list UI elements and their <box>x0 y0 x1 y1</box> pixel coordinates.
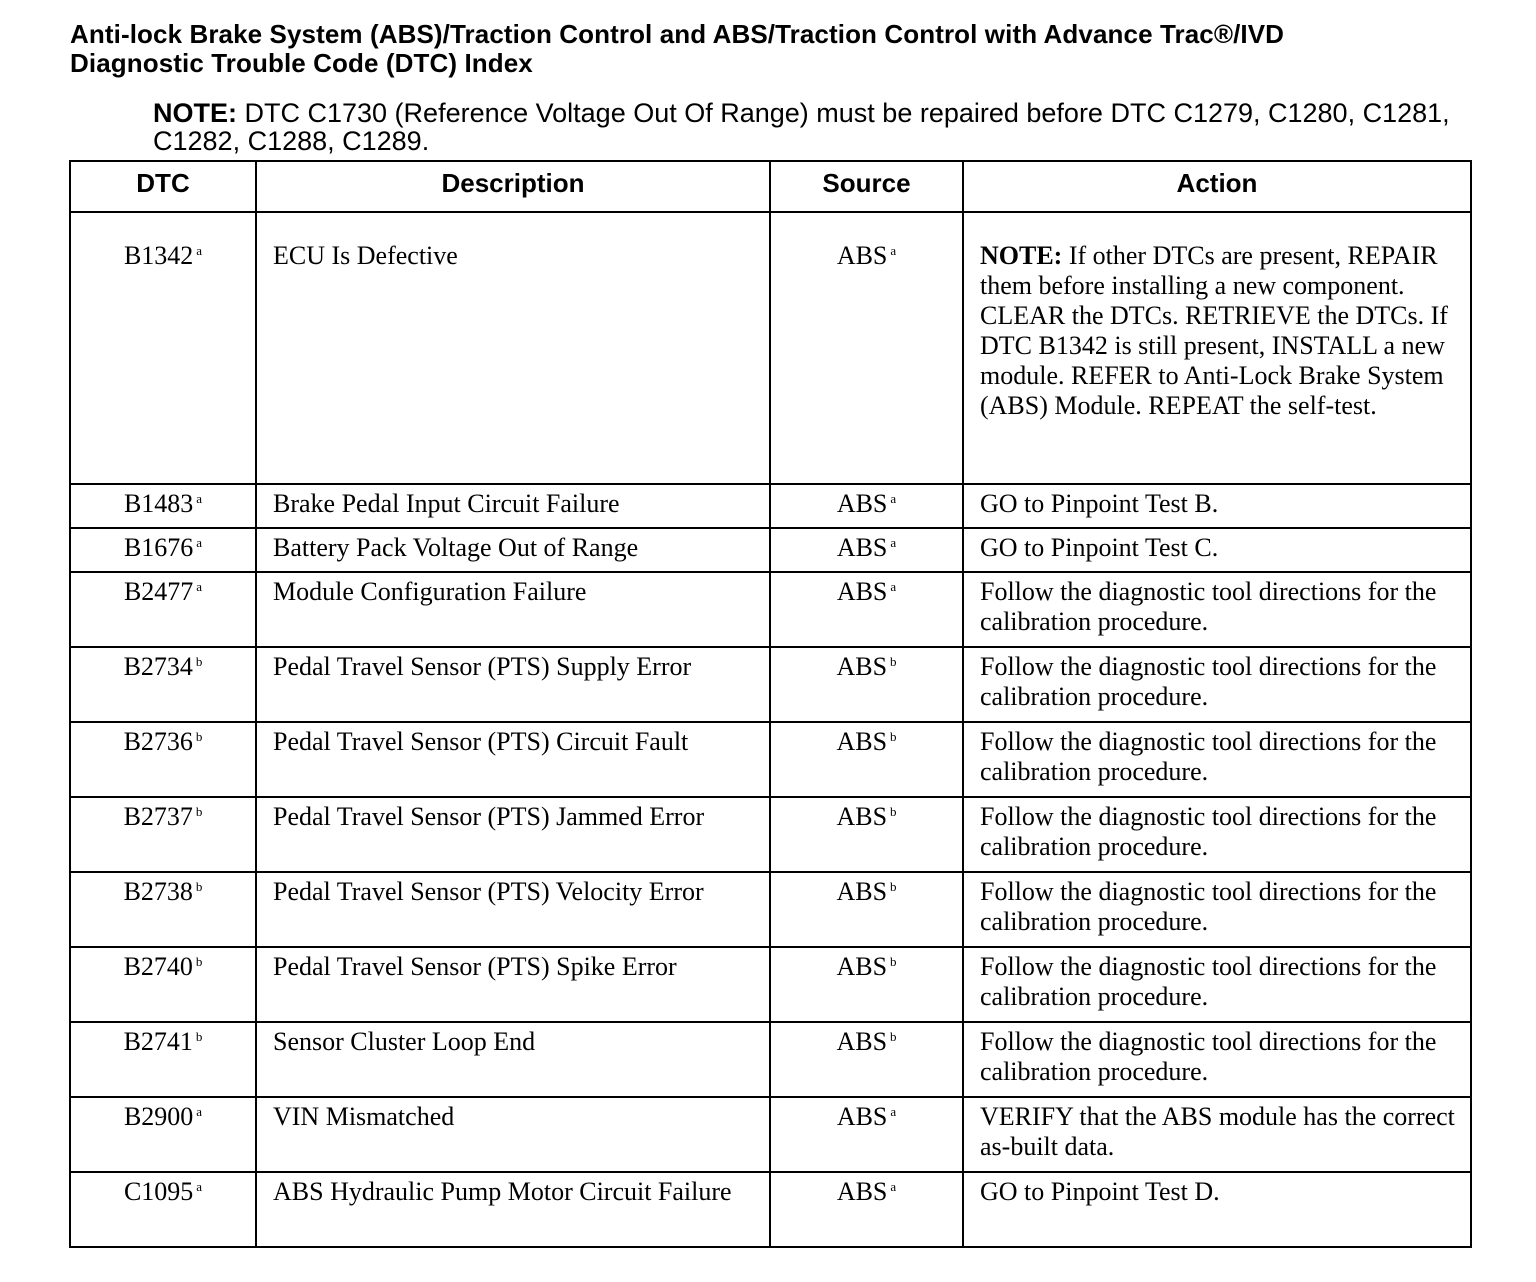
table-row <box>70 722 1471 797</box>
source-cell <box>770 647 963 722</box>
footnote-marker: a <box>890 1179 897 1194</box>
table-row <box>70 484 1471 528</box>
dtc-code: B2738 <box>123 877 193 906</box>
source-text: ABS <box>836 577 888 606</box>
page-title <box>70 20 1490 78</box>
source-text: ABS <box>836 1177 888 1206</box>
footnote-marker: a <box>890 243 897 258</box>
source-cell <box>770 1097 963 1172</box>
description-cell: VIN Mismatched <box>256 1097 770 1172</box>
footnote-marker: a <box>196 1179 203 1194</box>
source-text: ABS <box>836 1102 888 1131</box>
description-cell: ECU Is Defective <box>256 212 770 484</box>
action-cell: GO to Pinpoint Test D. <box>963 1172 1471 1247</box>
header-action: Action <box>963 161 1471 212</box>
footnote-marker: a <box>196 535 203 550</box>
action-cell: Follow the diagnostic tool directions for the calibration procedure. <box>963 947 1471 1022</box>
table-row <box>70 1097 1471 1172</box>
action-cell: VERIFY that the ABS module has the correct as-built data. <box>963 1097 1471 1172</box>
dtc-code-cell <box>70 1022 256 1097</box>
source-cell <box>770 484 963 528</box>
dtc-code: B1342 <box>123 241 194 270</box>
source-text: ABS <box>836 1027 888 1056</box>
source-text: ABS <box>836 241 888 270</box>
source-cell <box>770 947 963 1022</box>
source-cell <box>770 1172 963 1247</box>
description-cell: Battery Pack Voltage Out of Range <box>256 528 770 572</box>
footnote-marker: b <box>890 654 897 669</box>
action-cell <box>963 212 1471 484</box>
table-row <box>70 528 1471 572</box>
note-text: DTC C1730 (Reference Voltage Out Of Range) must be repaired before DTC C1279, C1280, C1281, C1282, C1288, C1289. <box>153 98 1450 156</box>
footnote-marker: a <box>196 243 203 258</box>
dtc-code-cell <box>70 797 256 872</box>
dtc-code-cell <box>70 484 256 528</box>
footnote-marker: b <box>890 879 897 894</box>
footnote-marker: b <box>890 954 897 969</box>
dtc-code-cell <box>70 572 256 647</box>
footnote-marker: a <box>890 1104 897 1119</box>
footnote-marker: a <box>890 535 897 550</box>
note-paragraph <box>153 99 1453 155</box>
action-note-text: If other DTCs are present, REPAIR them before installing a new component. <box>980 241 1438 300</box>
source-cell <box>770 872 963 947</box>
dtc-index-table <box>69 160 1472 1248</box>
action-cell: Follow the diagnostic tool directions for the calibration procedure. <box>963 872 1471 947</box>
source-text: ABS <box>836 952 888 981</box>
footnote-marker: b <box>890 729 897 744</box>
source-text: ABS <box>836 877 888 906</box>
description-cell: Pedal Travel Sensor (PTS) Supply Error <box>256 647 770 722</box>
table-row <box>70 947 1471 1022</box>
source-cell <box>770 572 963 647</box>
source-cell <box>770 1022 963 1097</box>
action-cell: Follow the diagnostic tool directions for the calibration procedure. <box>963 572 1471 647</box>
description-cell: ABS Hydraulic Pump Motor Circuit Failure <box>256 1172 770 1247</box>
source-cell <box>770 212 963 484</box>
description-cell: Pedal Travel Sensor (PTS) Circuit Fault <box>256 722 770 797</box>
header-source: Source <box>770 161 963 212</box>
description-cell: Module Configuration Failure <box>256 572 770 647</box>
dtc-code: B2740 <box>123 952 193 981</box>
dtc-code: B1676 <box>123 533 194 562</box>
description-cell: Pedal Travel Sensor (PTS) Spike Error <box>256 947 770 1022</box>
dtc-code-cell <box>70 528 256 572</box>
note-label: NOTE: <box>153 98 237 128</box>
footnote-marker: b <box>195 729 203 744</box>
footnote-marker: a <box>890 491 897 506</box>
page-title-line-2: Diagnostic Trouble Code (DTC) Index <box>70 48 533 78</box>
source-cell <box>770 722 963 797</box>
footnote-marker: b <box>890 1029 897 1044</box>
table-row <box>70 872 1471 947</box>
source-text: ABS <box>836 727 888 756</box>
action-cell: Follow the diagnostic tool directions for the calibration procedure. <box>963 1022 1471 1097</box>
dtc-code-cell <box>70 872 256 947</box>
action-cell: GO to Pinpoint Test B. <box>963 484 1471 528</box>
action-cell: Follow the diagnostic tool directions for the calibration procedure. <box>963 797 1471 872</box>
dtc-code: B2736 <box>123 727 193 756</box>
footnote-marker: a <box>196 579 203 594</box>
dtc-code-cell <box>70 212 256 484</box>
table-row <box>70 797 1471 872</box>
description-cell: Sensor Cluster Loop End <box>256 1022 770 1097</box>
dtc-code-cell <box>70 1172 256 1247</box>
dtc-code-cell <box>70 947 256 1022</box>
footnote-marker: a <box>196 491 203 506</box>
table-row <box>70 572 1471 647</box>
description-cell: Pedal Travel Sensor (PTS) Jammed Error <box>256 797 770 872</box>
action-cell: Follow the diagnostic tool directions for the calibration procedure. <box>963 647 1471 722</box>
table-header-row <box>70 161 1471 212</box>
dtc-code: B1483 <box>123 489 194 518</box>
table-row <box>70 212 1471 484</box>
header-dtc: DTC <box>70 161 256 212</box>
dtc-code: C1095 <box>123 1177 194 1206</box>
page-title-line-1: Anti-lock Brake System (ABS)/Traction Control and ABS/Traction Control with Advance Trac®/IVD <box>70 19 1285 49</box>
description-cell: Brake Pedal Input Circuit Failure <box>256 484 770 528</box>
source-text: ABS <box>836 802 888 831</box>
dtc-code: B2741 <box>123 1027 193 1056</box>
source-text: ABS <box>836 489 888 518</box>
source-text: ABS <box>836 652 888 681</box>
footnote-marker: b <box>890 804 897 819</box>
header-description: Description <box>256 161 770 212</box>
footnote-marker: b <box>195 654 203 669</box>
source-text: ABS <box>836 533 888 562</box>
source-cell <box>770 528 963 572</box>
dtc-code-cell <box>70 722 256 797</box>
action-note <box>980 241 1460 301</box>
action-cell: Follow the diagnostic tool directions for the calibration procedure. <box>963 722 1471 797</box>
table-row <box>70 1172 1471 1247</box>
footnote-marker: b <box>195 1029 203 1044</box>
dtc-code: B2900 <box>123 1102 194 1131</box>
footnote-marker: b <box>195 954 203 969</box>
table-row <box>70 1022 1471 1097</box>
dtc-code-cell <box>70 1097 256 1172</box>
footnote-marker: b <box>195 879 203 894</box>
dtc-code: B2737 <box>123 802 193 831</box>
footnote-marker: a <box>890 579 897 594</box>
action-text: CLEAR the DTCs. RETRIEVE the DTCs. If DTC B1342 is still present, INSTALL a new module. REFER to Anti-Lock Brake System (ABS) Module. REPEAT the self-test. <box>980 301 1448 420</box>
footnote-marker: b <box>195 804 203 819</box>
dtc-code-cell <box>70 647 256 722</box>
dtc-code: B2477 <box>123 577 194 606</box>
description-cell: Pedal Travel Sensor (PTS) Velocity Error <box>256 872 770 947</box>
footnote-marker: a <box>196 1104 203 1119</box>
action-cell: GO to Pinpoint Test C. <box>963 528 1471 572</box>
action-note-label: NOTE: <box>980 241 1063 270</box>
table-row <box>70 647 1471 722</box>
source-cell <box>770 797 963 872</box>
dtc-code: B2734 <box>123 652 193 681</box>
